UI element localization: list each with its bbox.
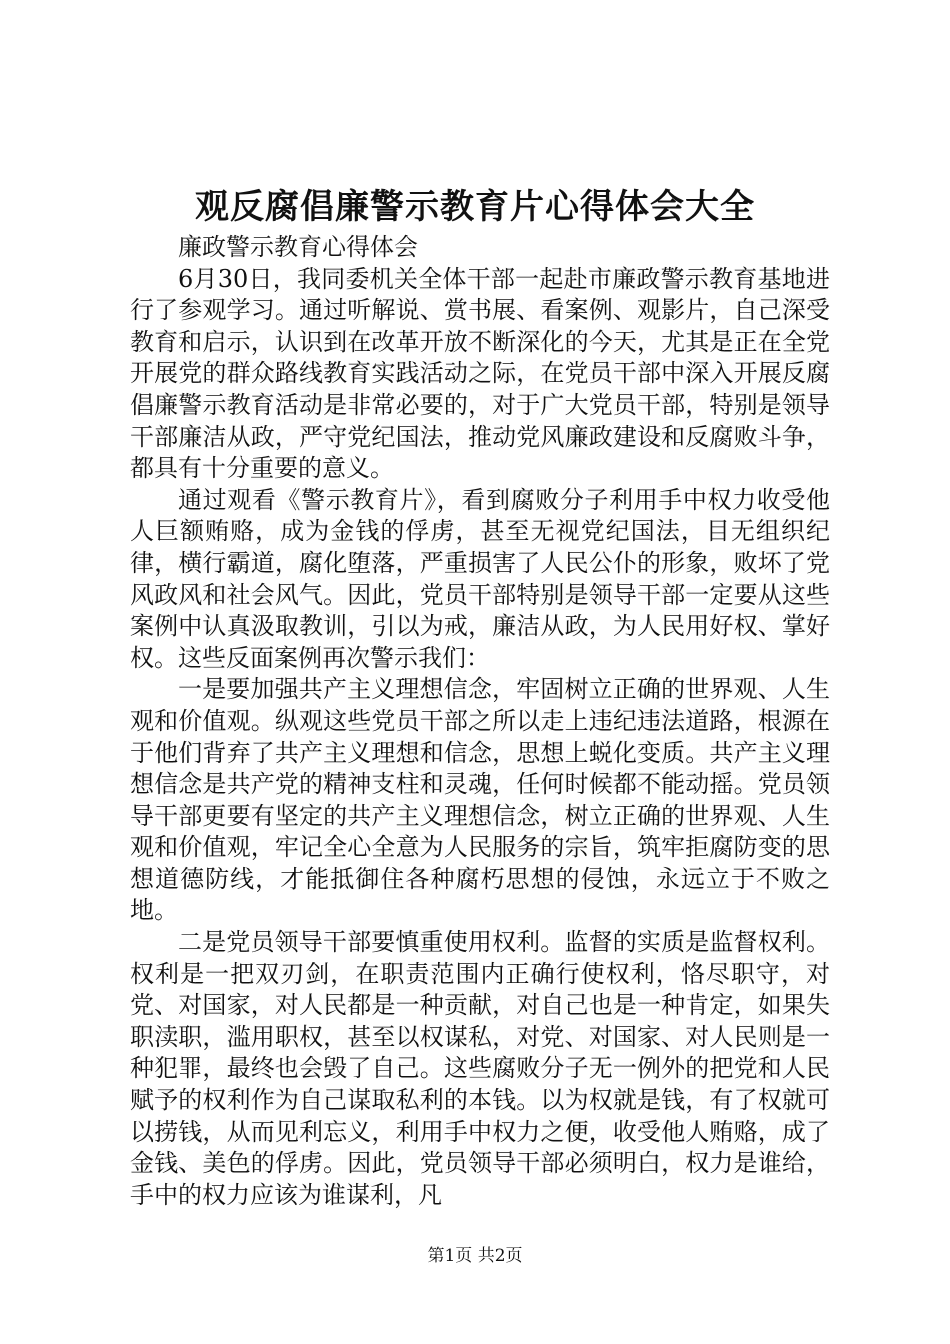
document-subtitle: 廉政警示教育心得体会 [178, 233, 418, 261]
paragraph-2: 通过观看《警示教育片》，看到腐败分子利用手中权力收受他人巨额贿赂，成为金钱的俘虏，甚至无视党纪国法，目无组织纪律，横行霸道，腐化堕落，严重损害了人民公仆的形象，败坏了党风政风和社会风气。因此，党员干部特别是领导干部一定要从这些案例中认真汲取教训，引以为戒，廉洁从政，为人民用好权、掌好权。这些反面案例再次警示我们： [130, 485, 830, 672]
document-body [130, 232, 830, 1211]
paragraph-3: 一是要加强共产主义理想信念，牢固树立正确的世界观、人生观和价值观。纵观这些党员干部之所以走上违纪违法道路，根源在于他们背弃了共产主义理想和信念，思想上蜕化变质。共产主义理想信念是共产党的精神支柱和灵魂，任何时候都不能动摇。党员领导干部更要有坚定的共产主义理想信念，树立正确的世界观、人生观和价值观，牢记全心全意为人民服务的宗旨，筑牢拒腐防变的思想道德防线，才能抵御住各种腐朽思想的侵蚀，永远立于不败之地。 [130, 675, 830, 925]
document-title: 观反腐倡廉警示教育片心得体会大全 [195, 187, 755, 227]
paragraph-4: 二是党员领导干部要慎重使用权利。监督的实质是监督权利。权利是一把双刃剑，在职责范围内正确行使权利，恪尽职守，对党、对国家，对人民都是一种贡献，对自己也是一种肯定，如果失职渎职，滥用职权，甚至以权谋私，对党、对国家、对人民则是一种犯罪，最终也会毁了自己。这些腐败分子无一例外的把党和人民赋予的权利作为自己谋取私利的本钱。以为权就是钱，有了权就可以捞钱，从而见利忘义，利用手中权力之便，收受他人贿赂，成了金钱、美色的俘虏。因此，党员领导干部必须明白，权力是谁给，手中的权力应该为谁谋利，凡 [130, 928, 830, 1209]
paragraph-1: 6月30日，我同委机关全体干部一起赴市廉政警示教育基地进行了参观学习。通过听解说、赏书展、看案例、观影片，自己深受教育和启示，认识到在改革开放不断深化的今天，尤其是正在全党开展党的群众路线教育实践活动之际，在党员干部中深入开展反腐倡廉警示教育活动是非常必要的，对于广大党员干部，特别是领导干部廉洁从政，严守党纪国法，推动党风廉政建设和反腐败斗争，都具有十分重要的意义。 [130, 264, 830, 483]
page-number-footer: 第1页 共2页 [427, 1246, 523, 1266]
